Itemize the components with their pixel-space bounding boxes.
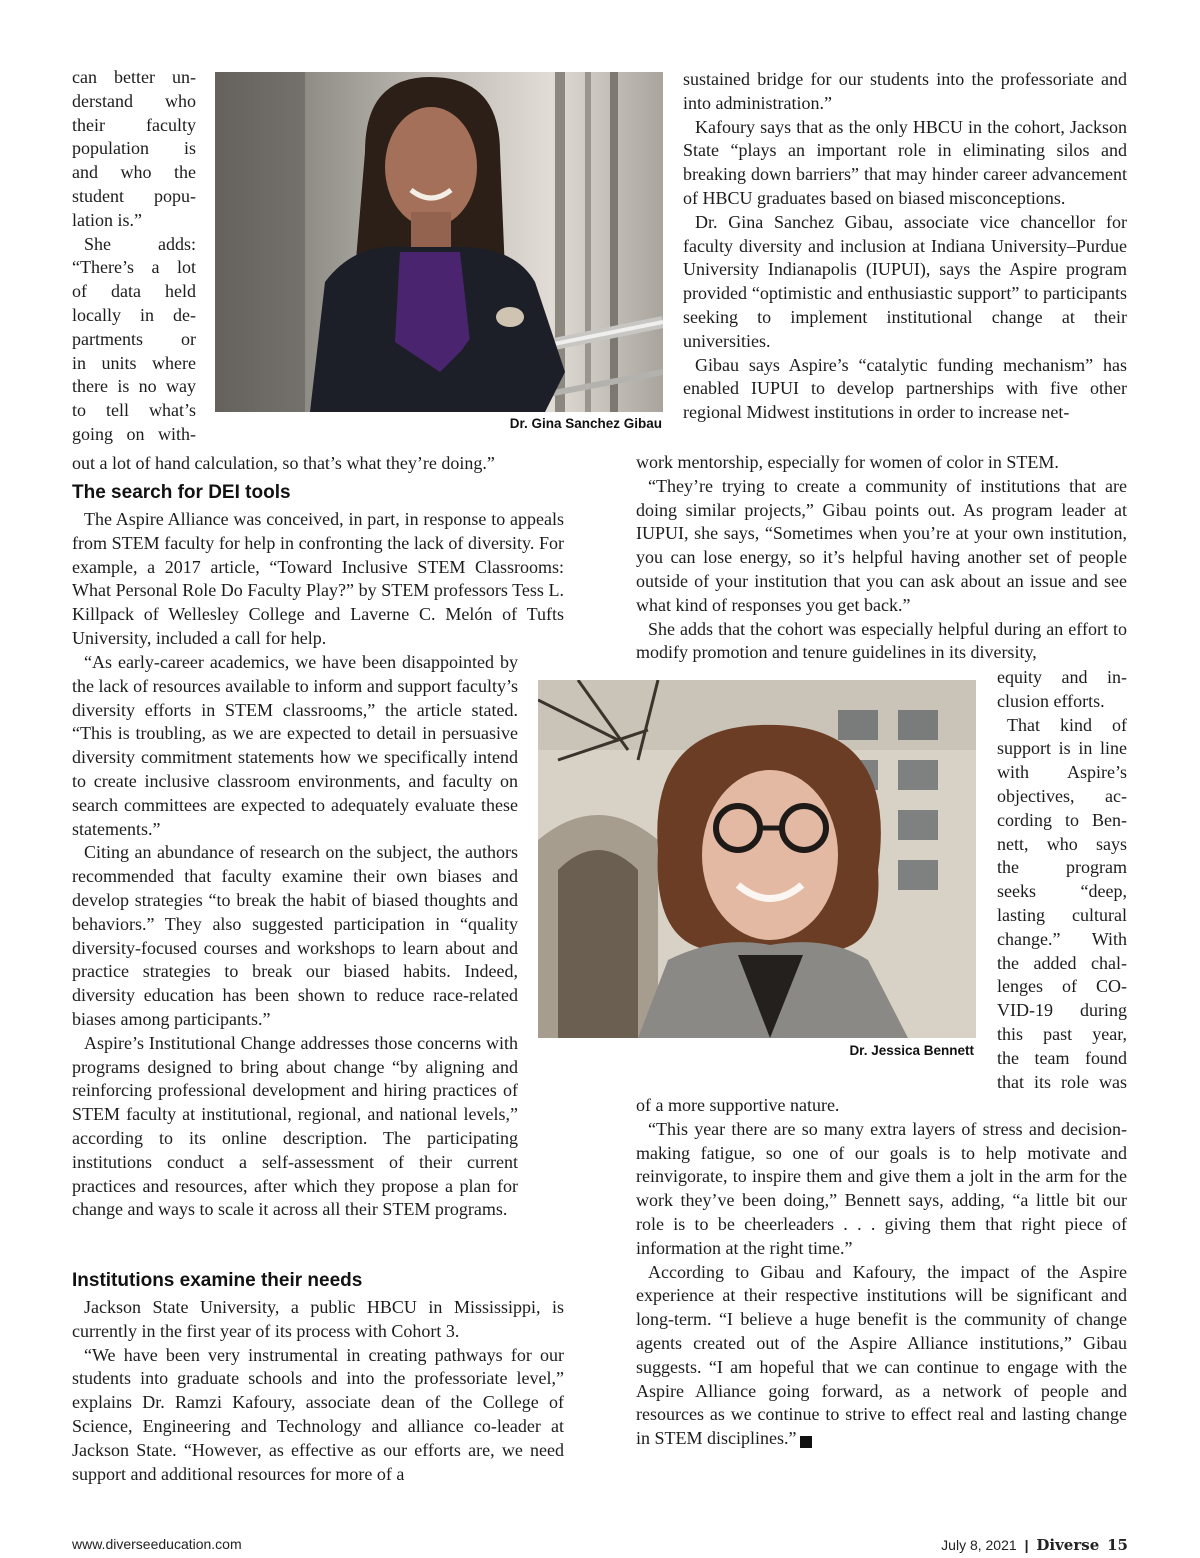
wrap-line: student popu- <box>72 185 196 206</box>
col2-top <box>683 68 1127 425</box>
subheading-institutions-needs: Institutions examine their needs <box>72 1270 363 1291</box>
wrap-line: with Aspire’s <box>997 762 1127 783</box>
wrap-line: equity and in- <box>997 667 1127 687</box>
photo-gina-sanchez-gibau <box>215 72 663 412</box>
paragraph: Kafoury says that as the only HBCU in the cohort, Jackson State “plays an important role in eliminating silos and breaking down barriers” that may hinder career advancement of HBCU graduates based on biased misconceptions. <box>683 116 1127 208</box>
wrap-line: lation is.” <box>72 209 142 230</box>
wrap-line: nett, who says <box>997 833 1127 854</box>
wrap-line: that its role was <box>997 1071 1127 1092</box>
paragraph: “They’re trying to create a community of institutions that are doing similar projects,” Gibau points out. As program leader at IUPUI, she says, “Sometimes when you’re at your own institution, you can lose energy, so it’s helpful having another set of people outside of your institution that you can ask about an issue and see what kind of responses you get back.” <box>636 475 1127 615</box>
paragraph: “We have been very instrumental in creating pathways for our students into graduate schools and into the professoriate level,” explains Dr. Ramzi Kafoury, associate dean of the College of Science, Engineering and Technology and alliance co-leader at Jackson State. “However, as effective as our efforts are, we need support and additional resources for more of a <box>72 1344 564 1484</box>
wrap-line: derstand who <box>72 90 196 111</box>
wrap-line: “There’s a lot <box>72 257 196 278</box>
wrap-line: She adds: <box>84 233 196 254</box>
magazine-name: Diverse <box>1036 1536 1100 1554</box>
wrap-line: the program <box>997 857 1127 878</box>
paragraph: work mentorship, especially for women of color in STEM. <box>636 452 1059 472</box>
paragraph: “This year there are so many extra layers of stress and decision-making fatigue, so one of our goals is to help motivate and reinvigorate, to inspire them and give them a jolt in the arm for the work they’ve been doing,” Bennett says, adding, “a little bit our role is to be cheerleaders . . . giving them that right piece of information at the right time.” <box>636 1118 1127 1258</box>
narrow-wrap-right <box>997 666 1127 1094</box>
page-number: 15 <box>1107 1536 1128 1554</box>
wrap-line: the team found <box>997 1047 1127 1068</box>
caption-gibau: Dr. Gina Sanchez Gibau <box>509 416 662 431</box>
paragraph <box>636 1261 1127 1451</box>
paragraph: The Aspire Alliance was conceived, in part, in response to appeals from STEM faculty for help in confronting the lack of diversity. For example, a 2017 article, “Toward Inclusive STEM Classrooms: What Personal Role Do Faculty Play?” by STEM professors Tess L. Killpack of Wellesley College and Laverne C. Melón of Tufts University, included a call for help. <box>72 509 564 648</box>
wrap-line: cording to Ben- <box>997 809 1127 830</box>
wrap-line: population is <box>72 138 196 159</box>
wrap-line: going on with- <box>72 423 196 444</box>
wrap-line: locally in de- <box>72 304 196 325</box>
end-mark-icon: D <box>800 1436 812 1448</box>
wrap-line: change.” With <box>997 928 1127 949</box>
wrap-line: and who the <box>72 162 196 183</box>
subheading-search-dei-tools: The search for DEI tools <box>72 482 291 503</box>
wrap-line: clusion efforts. <box>997 690 1105 711</box>
wrap-line: of data held <box>72 281 196 302</box>
col1-body-a <box>72 508 564 651</box>
wrap-line: support is in line <box>997 738 1127 759</box>
narrow-wrap-left <box>72 66 196 447</box>
col1-body-c <box>72 1296 564 1486</box>
col1-body-b <box>72 651 518 1222</box>
paragraph: sustained bridge for our students into the professoriate and into administration.” <box>683 69 1127 113</box>
photo-jessica-bennett <box>538 680 976 1038</box>
paragraph: She adds that the cohort was especially helpful during an effort to modify promotion and tenure guidelines in its diversity, <box>636 618 1127 663</box>
wrap-line: lenges of CO- <box>997 976 1127 997</box>
footer-folio <box>941 1536 1128 1554</box>
wrap-line: there is no way <box>72 376 196 397</box>
paragraph: of a more supportive nature. <box>636 1095 840 1115</box>
paragraph: Aspire’s Institutional Change addresses those concerns with programs designed to bring about change “by aligning and reinforcing professional development and hiring practices of STEM faculty at institutional, regional, and national levels,” according to its online description. The participating institutions conduct a self-assessment of their current practices and resources, after which they propose a plan for change and ways to scale it across all their STEM programs. <box>72 1032 518 1220</box>
issue-date: July 8, 2021 <box>941 1537 1017 1553</box>
wrap-line: in units where <box>72 352 196 373</box>
col2-mid <box>636 451 1127 665</box>
wrap-line: lasting cultural <box>997 904 1127 925</box>
paragraph: Jackson State University, a public HBCU in Mississippi, is currently in the first year of its process with Cohort 3. <box>72 1297 564 1341</box>
wrap-line: this past year, <box>997 1023 1127 1044</box>
caption-bennett: Dr. Jessica Bennett <box>849 1043 974 1058</box>
wrap-line: can better un- <box>72 67 196 87</box>
wrap-line: VID-19 during <box>997 1000 1127 1021</box>
wrap-line: objectives, ac- <box>997 785 1127 806</box>
paragraph: “As early-career academics, we have been disappointed by the lack of resources available to inform and support faculty’s diversity efforts in STEM classrooms,” the article stated. “This is troubling, as we are expected to detail in persuasive diversity commitment statements how we specifically intend to create inclusive classroom environments, and faculty on search committees are expected to adequately evaluate these statements.” <box>72 652 518 839</box>
paragraph: out a lot of hand calculation, so that’s what they’re doing.” <box>72 453 495 473</box>
wrap-line: their faculty <box>72 114 196 135</box>
wrap-line: to tell what’s <box>72 400 196 421</box>
wrap-line: seeks “deep, <box>997 881 1127 902</box>
paragraph-text: According to Gibau and Kafoury, the impact of the Aspire experience at their respective institutions will be significant and long-term. “I believe a huge benefit is the community of change agents created out of the Aspire Alliance institutions,” Gibau suggests. “I am hopeful that we can continue to engage with the Aspire Alliance going forward, as a network of people and resources as we continue to strive to effect real and lasting change in STEM disciplines.” <box>636 1261 1127 1449</box>
wrap-line: That kind of <box>1007 714 1127 735</box>
wrap-line: partments or <box>72 328 196 349</box>
folio-separator: | <box>1024 1537 1029 1553</box>
paragraph: Dr. Gina Sanchez Gibau, associate vice chancellor for faculty diversity and inclusion at Indiana University–Purdue University Indianapolis (IUPUI), says the Aspire program provided “optimistic and enthusiastic support” to participants seeking to implement institutional change at their universities. <box>683 211 1127 351</box>
wrap-line: the added chal- <box>997 952 1127 973</box>
footer-url: www.diverseeducation.com <box>72 1536 242 1552</box>
col2-bottom <box>636 1094 1127 1451</box>
paragraph: Gibau says Aspire’s “catalytic funding mechanism” has enabled IUPUI to develop partnerships with five other regional Midwest institutions in order to increase net- <box>683 354 1127 423</box>
col1-continue <box>72 452 572 476</box>
paragraph: Citing an abundance of research on the subject, the authors recommended that faculty examine their own biases and develop strategies “to break the habit of biased thoughts and behaviors.” They also suggested participation in “quality diversity-focused courses and workshops to learn about and practice strategies to break our biased habits. Indeed, diversity education has been shown to reduce race-related biases among participants.” <box>72 842 518 1029</box>
